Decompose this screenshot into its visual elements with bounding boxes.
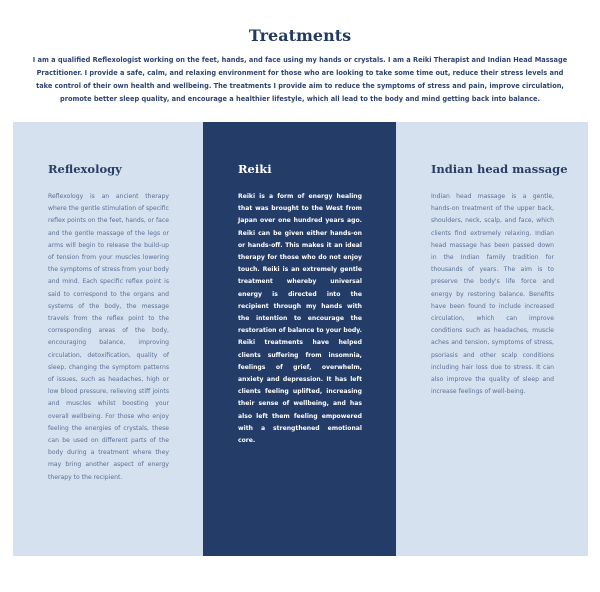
treatment-card-reiki xyxy=(203,122,396,556)
treatment-title: Reiki xyxy=(238,162,272,176)
treatment-title: Indian head massage xyxy=(431,162,568,176)
treatment-card-reflexology xyxy=(13,122,203,556)
treatment-description: Reflexology is an ancient therapy where the gentle stimulation of specific reflex points on the feet, hands, or face and the gentle massage of the legs or arms will begin to release the build-up of tension from your muscles lowering the symptoms of stress from your body and mind. Each specific reflex point is said to correspond to the organs and systems of the body, the message travels from the reflex point to the corresponding areas of the body, encouraging balance, improving circulation, detoxification, quality of sleep, changing the symptom patterns of issues, such as headaches, high or low blood pressure, relieving stiff joints and muscles whilst boosting your overall wellbeing. For those who enjoy feeling the energies of crystals, these can be used on different parts of the body during a treatment where they may bring another aspect of energy therapy to the recipient. xyxy=(48,193,169,481)
intro-paragraph: I am a qualified Reflexologist working on the feet, hands, and face using my hands or crystals. I am a Reiki Therapist and Indian Head Massage Practitioner. I provide a safe, calm, and relaxing environment for those who are looking to take some time out, reduce their stress levels and take control of their own health and wellbeing. The treatments I provide aim to reduce the symptoms of stress and pain, improve circulation, promote better sleep quality, and encourage a healthier lifestyle, which all lead to the body and mind getting back into balance. xyxy=(32,56,568,103)
treatment-columns xyxy=(13,122,588,556)
treatment-description: Reiki is a form of energy healing that was brought to the West from Japan over one hundred years ago. Reiki can be given either hands-on or hands-off. This makes it an ideal therapy for those who do not enjoy touch. Reiki is an extremely gentle treatment whereby universal energy is directed into the recipient through my hands with the intention to encourage the restoration of balance to your body. Reiki treatments have helped clients suffering from insomnia, feelings of grief, overwhelm, anxiety and depression. It has left clients feeling uplifted, increasing their sense of wellbeing, and has also left them feeling empowered with a strengthened emotional core. xyxy=(238,193,362,445)
page-title: Treatments xyxy=(248,26,352,45)
treatment-description: Indian head massage is a gentle, hands-on treatment of the upper back, shoulders, neck, scalp, and face, which clients find extremely relaxing. Indian head massage has been passed down in the Indian family tradition for thousands of years. The aim is to preserve the body's life force and energy by restoring balance. Benefits have been found to include increased circulation, which can improve conditions such as headaches, muscle aches and tension, symptoms of stress, psoriasis and other scalp conditions including hair loss due to stress. It can also improve the quality of sleep and increase feelings of well-being. xyxy=(431,193,554,396)
treatment-card-indian-head-massage xyxy=(396,122,588,556)
treatment-title: Reflexology xyxy=(48,162,122,176)
